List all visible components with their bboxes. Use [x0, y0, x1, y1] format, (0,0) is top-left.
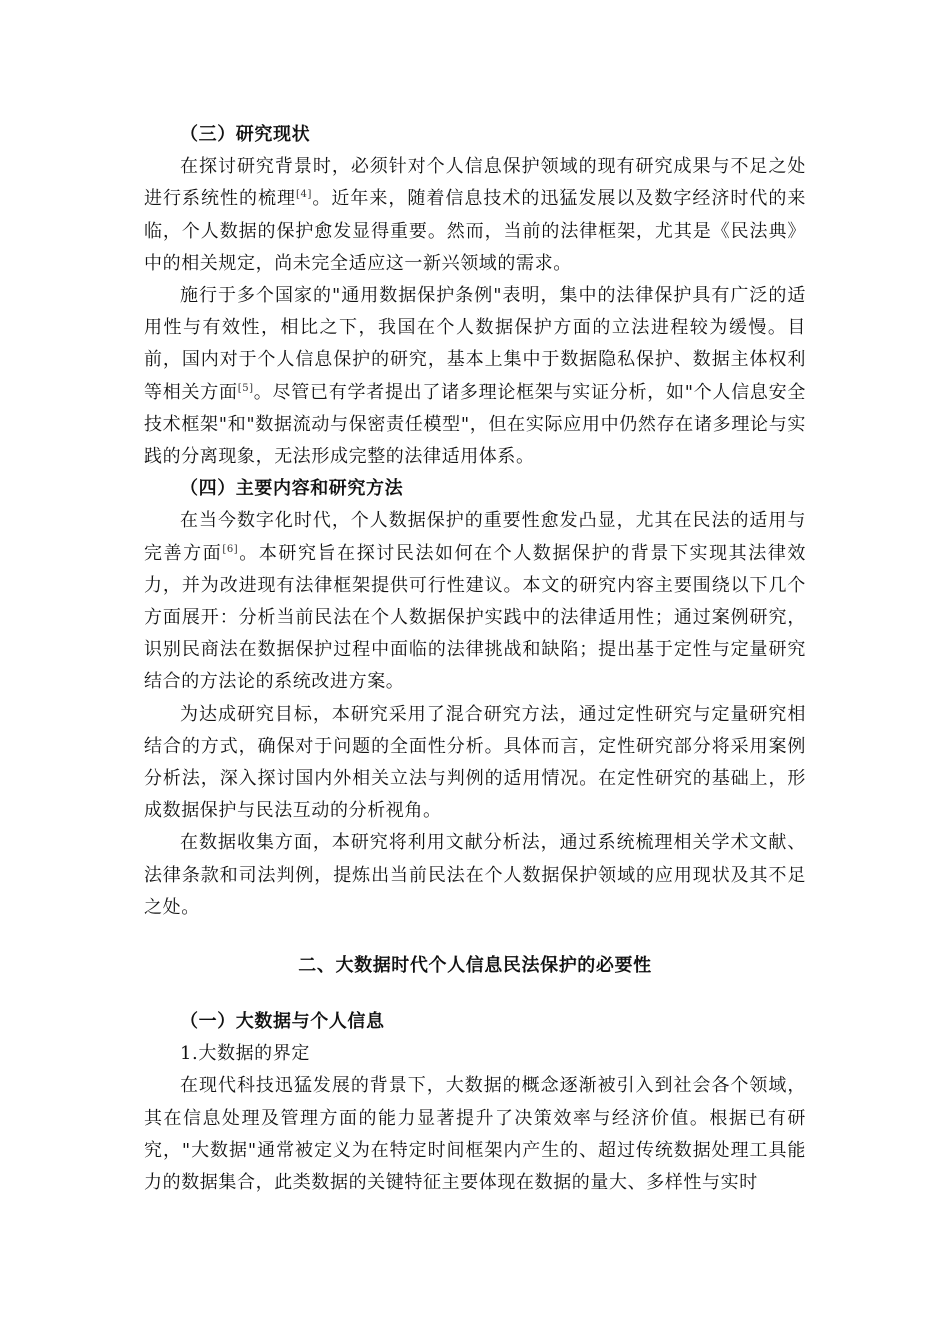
heading-big-data-personal-info: （一）大数据与个人信息	[180, 1011, 385, 1033]
paragraph-text: 。尽管已有学者提出了诸多理论框架与实证分析，如"个人信息安全技术框架"和"数据流动与保密责任模型"，但在实际应用中仍然存在诸多理论与实践的分离现象，无法形成完整的法律适用体系。	[144, 381, 807, 468]
paragraph-text: 在当今数字化时代，个人数据保护的重要性愈发凸显，尤其在民法的适用与完善方面	[144, 510, 806, 564]
paragraph-status-2	[144, 280, 806, 473]
citation-ref[interactable]: [5]	[237, 382, 254, 394]
heading-big-data-definition: 1.大数据的界定	[180, 1043, 310, 1065]
heading-research-status: （三）研究现状	[180, 124, 311, 145]
chapter-heading: 二、大数据时代个人信息民法保护的必要性	[298, 955, 652, 977]
heading-content-methods: （四）主要内容和研究方法	[180, 478, 404, 500]
paragraph-text: 在探讨研究背景时，必须针对个人信息保护领域的现有研究成果与不足之处进行系统性的梳理	[144, 156, 806, 210]
paragraph-methods-1	[144, 505, 806, 698]
citation-ref[interactable]: [4]	[296, 189, 312, 201]
paragraph-methods-2: 为达成研究目标，本研究采用了混合研究方法，通过定性研究与定量研究相结合的方式，确保对于问题的全面性分析。具体而言，定性研究部分将采用案例分析法，深入探讨国内外相关立法与判例的适用情况。在定性研究的基础上，形成数据保护与民法互动的分析视角。	[144, 703, 806, 822]
paragraph-methods-3: 在数据收集方面，本研究将利用文献分析法，通过系统梳理相关学术文献、法律条款和司法判例，提炼出当前民法在个人数据保护领域的应用现状及其不足之处。	[144, 832, 806, 918]
paragraph-text: 。本研究旨在探讨民法如何在个人数据保护的背景下实现其法律效力，并为改进现有法律框架提供可行性建议。本文的研究内容主要围绕以下几个方面展开：分析当前民法在个人数据保护实践中的法律适用性；通过案例研究，识别民商法在数据保护过程中面临的法律挑战和缺陷；提出基于定性与定量研究结合的方法论的系统改进方案。	[144, 542, 806, 693]
citation-ref[interactable]: [6]	[222, 543, 239, 555]
paragraph-big-data-1: 在现代科技迅猛发展的背景下，大数据的概念逐渐被引入到社会各个领域，其在信息处理及管理方面的能力显著提升了决策效率与经济价值。根据已有研究，"大数据"通常被定义为在特定时间框架内产生的、超过传统数据处理工具能力的数据集合，此类数据的关键特征主要体现在数据的量大、多样性与实时	[144, 1075, 806, 1194]
paragraph-text: 施行于多个国家的"通用数据保护条例"表明，集中的法律保护具有广泛的适用性与有效性，相比之下，我国在个人数据保护方面的立法进程较为缓慢。目前，国内对于个人信息保护的研究，基本上集中于数据隐私保护、数据主体权利等相关方面	[144, 285, 806, 403]
paragraph-text: 。近年来，随着信息技术的迅猛发展以及数字经济时代的来临，个人数据的保护愈发显得重要。然而，当前的法律框架，尤其是《民法典》中的相关规定，尚未完全适应这一新兴领域的需求。	[144, 188, 806, 274]
document-body	[144, 119, 806, 1199]
paragraph-status-1	[144, 151, 806, 280]
